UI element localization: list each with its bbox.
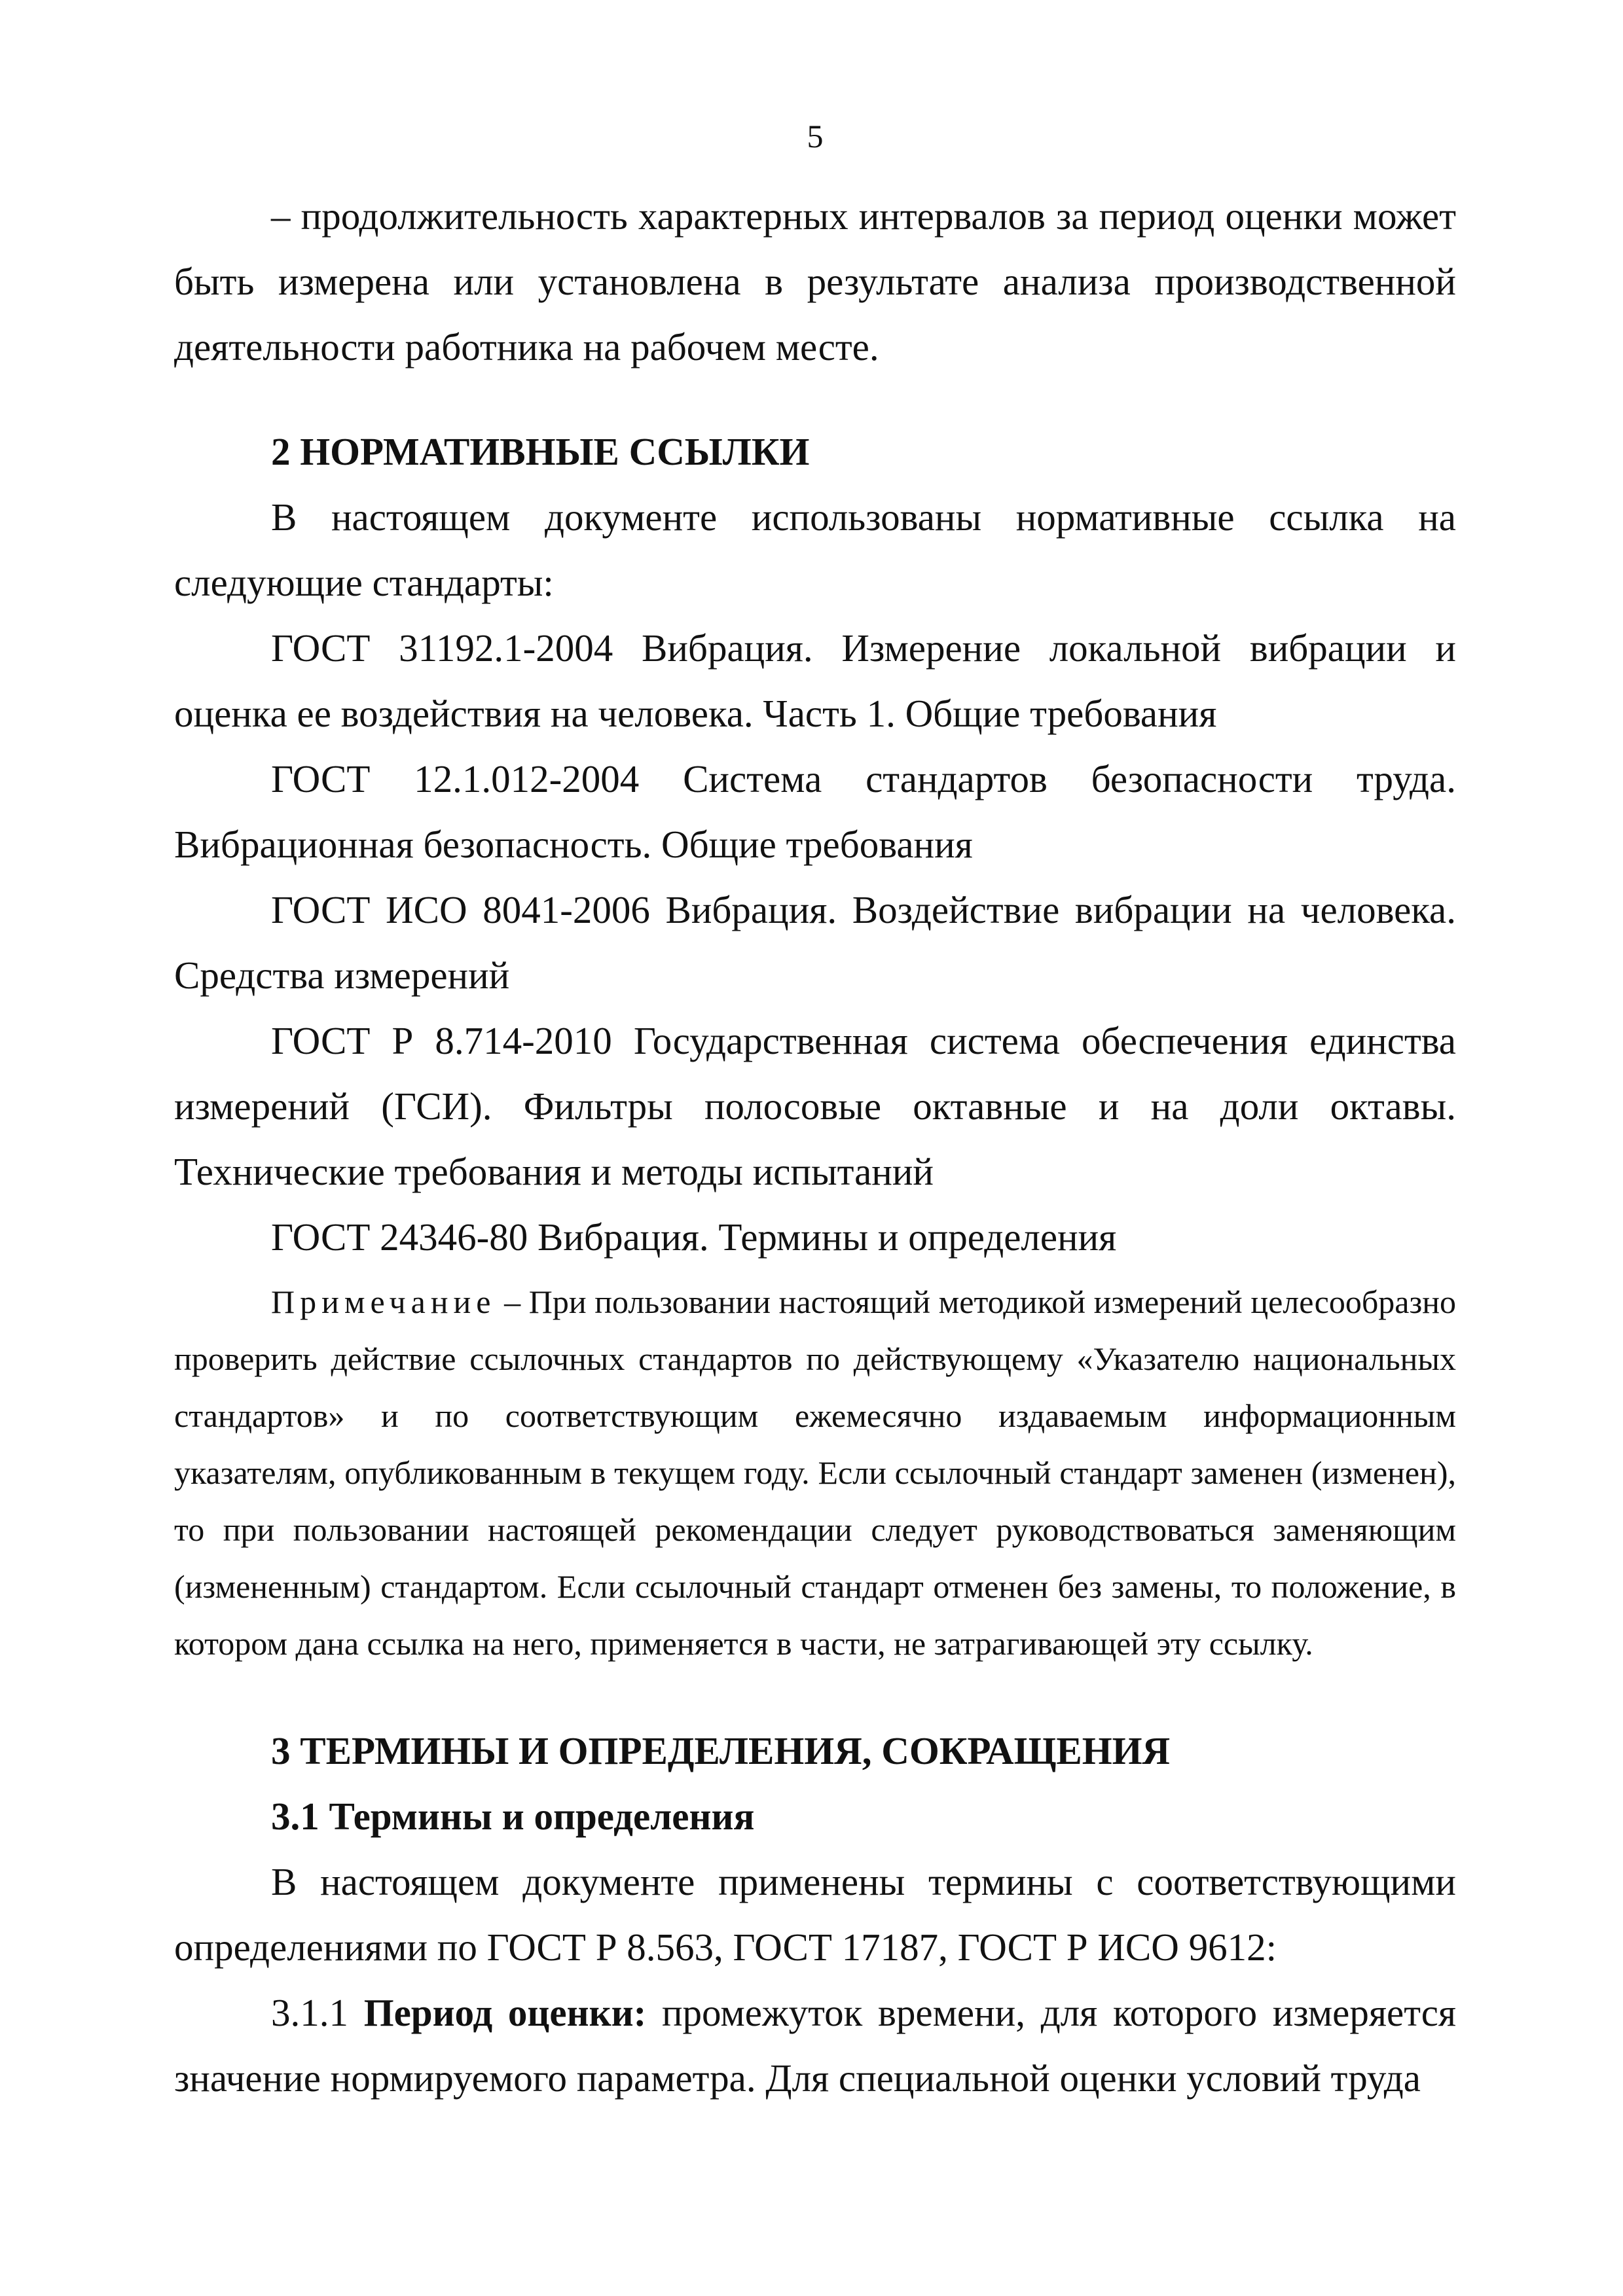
page-number: 5: [807, 118, 824, 154]
note-block: [174, 1274, 1456, 1672]
document-body: [174, 183, 1456, 2111]
intro-paragraph: – продолжительность характерных интервалов за период оценки может быть измерена или установлена в результате анализа производственной деятельности работника на рабочем месте.: [174, 194, 1456, 368]
term-name: Период оценки:: [363, 1991, 647, 2034]
section-3-heading: 3 ТЕРМИНЫ И ОПРЕДЕЛЕНИЯ, СОКРАЩЕНИЯ: [271, 1729, 1171, 1772]
reference-item: ГОСТ ИСО 8041-2006 Вибрация. Воздействие вибрации на человека. Средства измерений: [174, 888, 1456, 997]
reference-item: ГОСТ 31192.1-2004 Вибрация. Измерение локальной вибрации и оценка ее воздействия на человека. Часть 1. Общие требования: [174, 626, 1456, 735]
section-2-heading: 2 НОРМАТИВНЫЕ ССЫЛКИ: [271, 430, 810, 473]
note-label: Примечание: [271, 1283, 496, 1320]
section-3-intro: В настоящем документе применены термины с соответствующими определениями по ГОСТ Р 8.563, ГОСТ 17187, ГОСТ Р ИСО 9612:: [174, 1860, 1456, 1969]
term-item: [174, 1980, 1456, 2111]
section-2-intro: В настоящем документе использованы нормативные ссылка на следующие стандарты:: [174, 495, 1456, 604]
reference-item: ГОСТ 12.1.012-2004 Система стандартов безопасности труда. Вибрационная безопасность. Общие требования: [174, 757, 1456, 866]
term-number: 3.1.1: [271, 1991, 364, 2034]
reference-item: ГОСТ 24346-80 Вибрация. Термины и определения: [271, 1215, 1117, 1259]
reference-item: ГОСТ Р 8.714-2010 Государственная система обеспечения единства измерений (ГСИ). Фильтры полосовые октавные и на доли октавы. Технические требования и методы испытаний: [174, 1019, 1456, 1193]
note-text: – При пользовании настоящий методикой измерений целесообразно проверить действие ссылочных стандартов по действующему «Указателю национальных стандартов» и по соответствующим ежемесячно издаваемым информационным указателям, опубликованным в текущем году. Если ссылочный стандарт заменен (изменен), то при пользовании настоящей рекомендации следует руководствоваться заменяющим (измененным) стандартом. Если ссылочный стандарт отменен без замены, то положение, в котором дана ссылка на него, применяется в части, не затрагивающей эту ссылку.: [174, 1283, 1456, 1662]
section-3-1-heading: 3.1 Термины и определения: [271, 1795, 755, 1838]
term-definition: промежуток времени, для которого измеряется значение нормируемого параметра. Для специальной оценки условий труда: [174, 1991, 1457, 2100]
